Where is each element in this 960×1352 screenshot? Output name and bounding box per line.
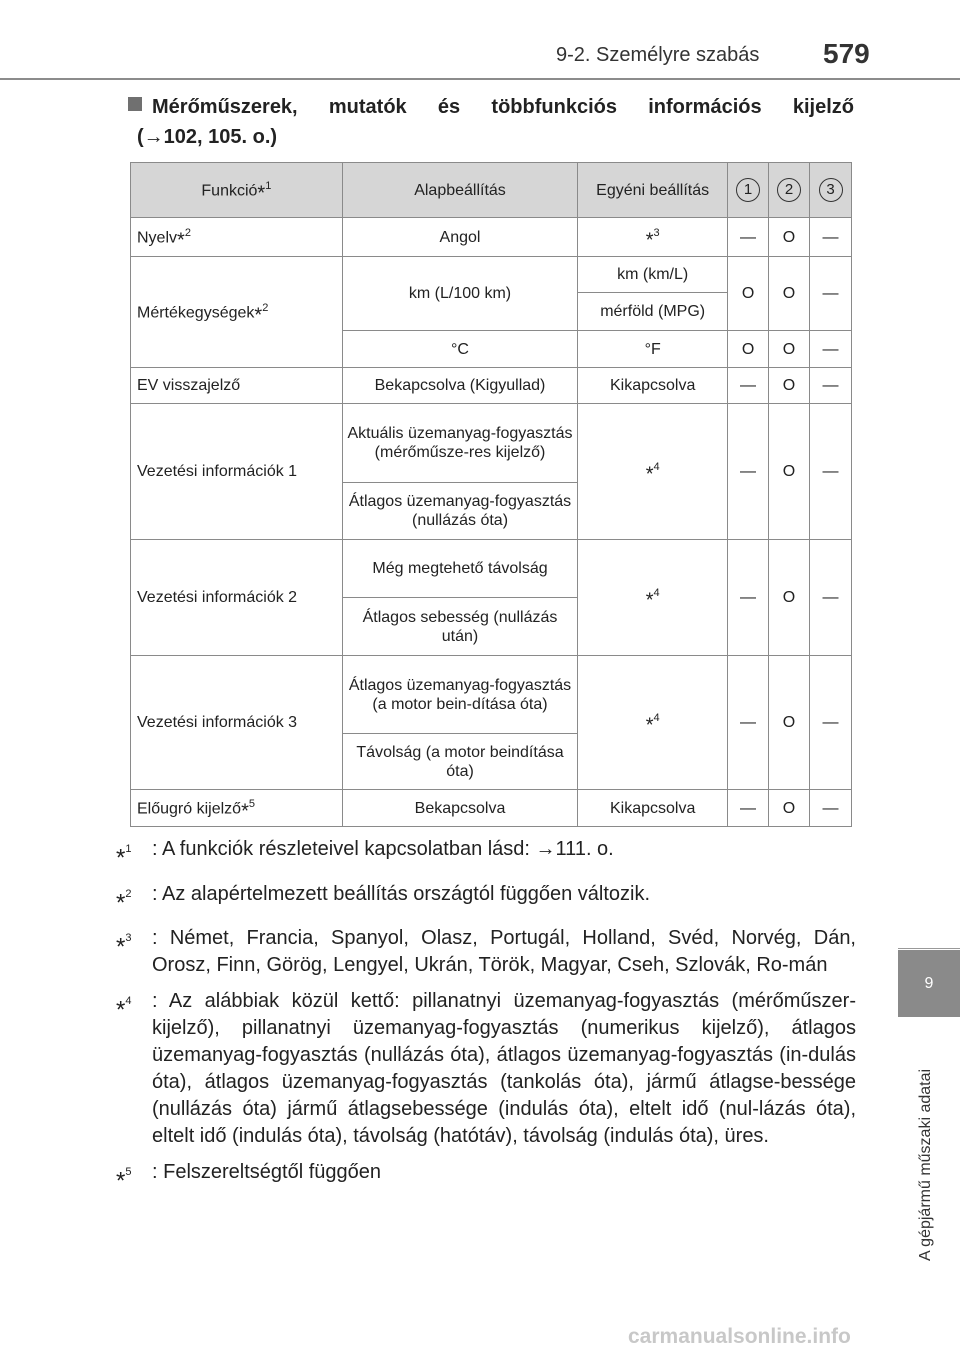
cell-function: Előugró kijelző*$^5$ [131, 790, 343, 827]
cell-default: Még megtehető távolság [342, 540, 578, 598]
cell-function: EV visszajelző [131, 368, 343, 404]
cell-default: Átlagos üzemanyag-fogyasztás (nullázás óta) [342, 483, 578, 540]
cell-default: Átlagos üzemanyag-fogyasztás (a motor bein-dítása óta) [342, 656, 578, 734]
cell-default: Átlagos sebesség (nullázás után) [342, 598, 578, 656]
circle-number-3: 3 [819, 178, 843, 202]
cell-default: Bekapcsolva [342, 790, 578, 827]
cell-c2: O [769, 790, 810, 827]
cell-c2: O [769, 540, 810, 656]
table-row-drive1-a [131, 404, 852, 483]
cell-c2: O [769, 368, 810, 404]
cell-function: Vezetési információk 1 [131, 404, 343, 540]
cell-c1: O [728, 257, 769, 331]
cell-custom: *$^4$ [578, 656, 728, 790]
footnote: *$^2$ : Az alapértelmezett beállítás országtól függően változik. [116, 881, 856, 917]
cell-custom: Kikapcsolva [578, 790, 728, 827]
chapter-number: 9 [924, 974, 934, 992]
table-header-row [131, 163, 852, 218]
cell-default: Bekapcsolva (Kigyullad) [342, 368, 578, 404]
footnote: *$^1$ : A funkciók részleteivel kapcsolatban lásd: →111. o. [116, 836, 856, 872]
side-rule [898, 948, 960, 949]
cell-function: Nyelv*$^2$ [131, 218, 343, 257]
cell-function: Mértékegységek*$^2$ [131, 257, 343, 368]
cell-c3: — [810, 331, 852, 368]
cell-c1: O [728, 331, 769, 368]
footnote-text: : A funkciók részleteivel kapcsolatban lásd: →111. o. [152, 838, 614, 860]
cell-default: Angol [342, 218, 578, 257]
table-row-drive2-a [131, 540, 852, 598]
cell-c3: — [810, 218, 852, 257]
cell-c2: O [769, 656, 810, 790]
cell-function: Vezetési információk 2 [131, 540, 343, 656]
table-row-units-a [131, 257, 852, 293]
table-row-language [131, 218, 852, 257]
cell-c1: — [728, 790, 769, 827]
header-default: Alapbeállítás [342, 163, 578, 218]
header-col2 [769, 163, 810, 218]
cell-c3: — [810, 790, 852, 827]
square-bullet-icon [128, 97, 142, 111]
chapter-label [896, 1030, 956, 1300]
cell-c3: — [810, 257, 852, 331]
table-row-drive3-a [131, 656, 852, 734]
cell-c2: O [769, 404, 810, 540]
cell-c1: — [728, 404, 769, 540]
table-row-popup [131, 790, 852, 827]
footnote-text: : Az alapértelmezett beállítás országtól függően változik. [152, 882, 651, 905]
cell-c3: — [810, 540, 852, 656]
watermark: carmanualsonline.info [628, 1325, 851, 1348]
cell-custom: *$^3$ [578, 218, 728, 257]
cell-custom: °F [578, 331, 728, 368]
cell-c2: O [769, 257, 810, 331]
circle-number-2: 2 [777, 178, 801, 202]
footnotes [116, 836, 856, 1204]
cell-default: Távolság (a motor beindítása óta) [342, 734, 578, 790]
header-rule [0, 78, 960, 80]
cell-c1: — [728, 656, 769, 790]
cell-custom: km (km/L) [578, 257, 728, 293]
header-col1 [728, 163, 769, 218]
footnote-text: : Német, Francia, Spanyol, Olasz, Portugál, Holland, Svéd, Norvég, Dán, Orosz, Finn, Görög, Lengyel, Ukrán, Török, Magyar, Cseh, Szlovák, Ro-mán [152, 927, 856, 977]
footnote: *$^5$ : Felszereltségtől függően [116, 1159, 856, 1195]
cell-c1: — [728, 540, 769, 656]
footnote: *$^4$ : Az alábbiak közül kettő: pillanatnyi üzemanyag-fogyasztás (mérőműszer-kijelző), pillanatnyi üzemanyag-fogyasztás (numerikus kijelző), átlagos üzemanyag-fogyasztás (nullázás óta), átlagos üzemanyag-fogyasztás (in-dulás óta), átlagos üzemanyag-fogyasztás (tankolás óta), jármű átlagse-bessége (nullázás óta) jármű átlagsebessége (indulás óta), eltelt idő (nul-lázás óta), eltelt idő (indulás óta), távolság (hatótáv), távolság (indulás óta), üres. [116, 988, 856, 1150]
cell-custom: *$^4$ [578, 404, 728, 540]
chapter-label-text: A gépjármű műszaki adatai [917, 1068, 935, 1262]
table-row-ev [131, 368, 852, 404]
heading-line1: Mérőműszerek, mutatók és többfunkciós információs kijelző [152, 96, 854, 118]
footnote: *$^3$ : Német, Francia, Spanyol, Olasz, Portugál, Holland, Svéd, Norvég, Dán, Orosz, Finn, Görög, Lengyel, Ukrán, Török, Magyar, Cseh, Szlovák, Ro-mán [116, 925, 856, 979]
cell-custom: Kikapcsolva [578, 368, 728, 404]
footnote-text: : Felszereltségtől függően [152, 1161, 382, 1184]
cell-function: Vezetési információk 3 [131, 656, 343, 790]
cell-c1: — [728, 218, 769, 257]
header-col3 [810, 163, 852, 218]
cell-c3: — [810, 368, 852, 404]
cell-custom: *$^4$ [578, 540, 728, 656]
cell-c2: O [769, 218, 810, 257]
cell-c3: — [810, 404, 852, 540]
cell-c1: — [728, 368, 769, 404]
cell-default: °C [342, 331, 578, 368]
cell-custom: mérföld (MPG) [578, 293, 728, 331]
page-number: 579 [823, 38, 870, 69]
cell-c3: — [810, 656, 852, 790]
settings-table [130, 162, 852, 827]
chapter-tab [898, 950, 960, 1017]
circle-number-1: 1 [736, 178, 760, 202]
header-custom: Egyéni beállítás [578, 163, 728, 218]
cell-default: km (L/100 km) [342, 257, 578, 331]
cell-default: Aktuális üzemanyag-fogyasztás (mérőműsze-res kijelző) [342, 404, 578, 483]
heading-line2: (→102, 105. o.) [137, 126, 278, 148]
section-heading [128, 92, 854, 152]
header-function: Funkció*$^1$ [131, 163, 343, 218]
cell-c2: O [769, 331, 810, 368]
footnote-text: : Az alábbiak közül kettő: pillanatnyi üzemanyag-fogyasztás (mérőműszer-kijelző), pillanatnyi üzemanyag-fogyasztás (numerikus kijelző), átlagos üzemanyag-fogyasztás (nullázás óta), átlagos üzemanyag-fogyasztás (in-dulás óta), átlagos üzemanyag-fogyasztás (tankolás óta), jármű átlagse-bessége (nullázás óta) jármű átlagsebessége (indulás óta), eltelt idő (nul-lázás óta), eltelt idő (indulás óta), távolság (hatótáv), távolság (indulás óta), üres. [152, 990, 856, 1148]
section-title: 9-2. Személyre szabás [556, 44, 760, 66]
